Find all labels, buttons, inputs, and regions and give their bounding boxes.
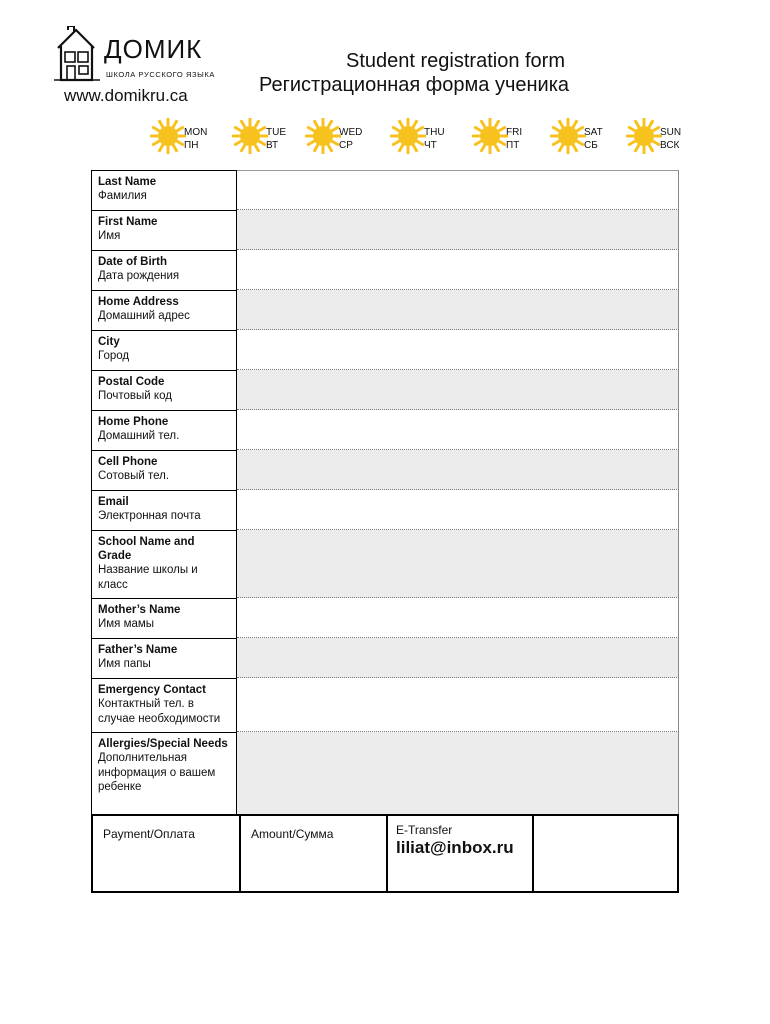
field-input[interactable] [237,290,679,330]
field-label-en: First Name [98,216,158,228]
day-label-ru: ВСК [660,140,680,151]
field-label-ru: Домашний адрес [98,310,190,322]
day-label-ru: ПТ [506,140,520,151]
day-label-ru: ПН [184,140,199,151]
field-label-en: Email [98,496,129,508]
title-english: Student registration form [346,50,565,72]
sun-icon [232,118,268,154]
field-input[interactable] [237,530,679,598]
field-input[interactable] [237,638,679,678]
amount-cell[interactable] [239,816,386,891]
field-label-en: Postal Code [98,376,165,388]
day-label-en: FRI [506,127,523,138]
field-label-ru: Электронная почта [98,510,201,522]
day-wed [305,118,375,158]
field-label-en: Last Name [98,176,157,188]
etransfer-label: E-Transfer [396,823,453,837]
form-row [91,250,679,290]
logo-subtitle: ШКОЛА РУССКОГО ЯЗЫКА [106,70,215,79]
field-input[interactable] [237,410,679,450]
field-input[interactable] [237,250,679,290]
field-label [91,598,237,638]
field-label [91,370,237,410]
day-label-ru: ЧТ [424,140,437,151]
field-label-ru: Дата рождения [98,270,180,282]
field-label-ru: Имя мамы [98,618,155,630]
sun-icon [626,118,662,154]
day-label-ru: СБ [584,140,598,151]
field-label-ru: Название школы и класс [98,564,198,591]
field-label-en: Cell Phone [98,456,158,468]
sun-icon [550,118,586,154]
field-input[interactable] [237,450,679,490]
sun-icon [390,118,426,154]
field-label-ru: Имя папы [98,658,151,670]
field-label [91,290,237,330]
form-row [91,290,679,330]
etransfer-cell [386,816,532,891]
field-label [91,678,237,732]
form-row [91,678,679,732]
etransfer-email[interactable]: liliat@inbox.ru [396,838,514,857]
field-input[interactable] [237,210,679,250]
sun-icon [472,118,508,154]
form-row [91,732,679,816]
field-label-en: Date of Birth [98,256,167,268]
day-label-ru: ВТ [266,140,279,151]
field-input[interactable] [237,678,679,732]
logo-url[interactable]: www.domikru.ca [64,86,188,105]
logo [54,24,234,108]
payment-label-cell [93,816,239,891]
field-label-ru: Контактный тел. в случае необходимости [98,698,221,725]
day-fri [472,118,542,158]
form-row [91,598,679,638]
field-label [91,638,237,678]
day-thu [390,118,460,158]
field-label [91,410,237,450]
field-label-en: Mother’s Name [98,604,181,616]
title-russian: Регистрационная форма ученика [259,74,570,96]
day-mon [150,118,220,158]
registration-form [91,170,679,816]
field-input[interactable] [237,330,679,370]
logo-name: ДОМИК [104,34,203,64]
field-label-ru: Почтовый код [98,390,172,402]
form-row [91,370,679,410]
day-tue [232,118,302,158]
field-label [91,732,237,816]
form-row [91,530,679,598]
field-label-ru: Домашний тел. [98,430,180,442]
day-sun [626,118,696,158]
field-input[interactable] [237,490,679,530]
form-row [91,490,679,530]
field-label-en: Father’s Name [98,644,178,656]
field-label-en: Allergies/Special Needs [98,738,228,750]
day-label-en: WED [339,127,363,138]
field-label-en: Home Phone [98,416,169,428]
field-label-en: School Name and Grade [98,536,195,562]
payment-extra-cell[interactable] [532,816,677,891]
field-label-en: City [98,336,120,348]
field-label-en: Emergency Contact [98,684,207,696]
field-input[interactable] [237,370,679,410]
field-input[interactable] [237,170,679,210]
field-label [91,170,237,210]
field-label-ru: Сотовый тел. [98,470,170,482]
form-row [91,210,679,250]
field-label [91,210,237,250]
field-input[interactable] [237,598,679,638]
field-label-ru: Город [98,350,130,362]
payment-label: Payment/Оплата [103,827,195,841]
field-input[interactable] [237,732,679,816]
form-row [91,410,679,450]
field-label-ru: Имя [98,230,121,242]
form-row [91,450,679,490]
field-label [91,330,237,370]
sun-icon [305,118,341,154]
field-label [91,490,237,530]
day-label-en: SAT [584,127,603,138]
form-row [91,638,679,678]
day-label-en: MON [184,127,208,138]
house-logo-icon [54,26,100,82]
day-label-en: TUE [266,127,286,138]
day-sat [550,118,620,158]
payment-row [91,814,679,893]
day-label-en: THU [424,127,445,138]
amount-label: Amount/Сумма [251,827,334,841]
field-label-en: Home Address [98,296,179,308]
sun-icon [150,118,186,154]
field-label [91,250,237,290]
field-label-ru: Фамилия [98,190,147,202]
field-label [91,450,237,490]
field-label [91,530,237,598]
field-label-ru: Дополнительная информация о вашем ребенке [98,752,216,793]
day-label-en: SUN [660,127,682,138]
form-row [91,170,679,210]
form-row [91,330,679,370]
day-label-ru: СР [339,140,353,151]
